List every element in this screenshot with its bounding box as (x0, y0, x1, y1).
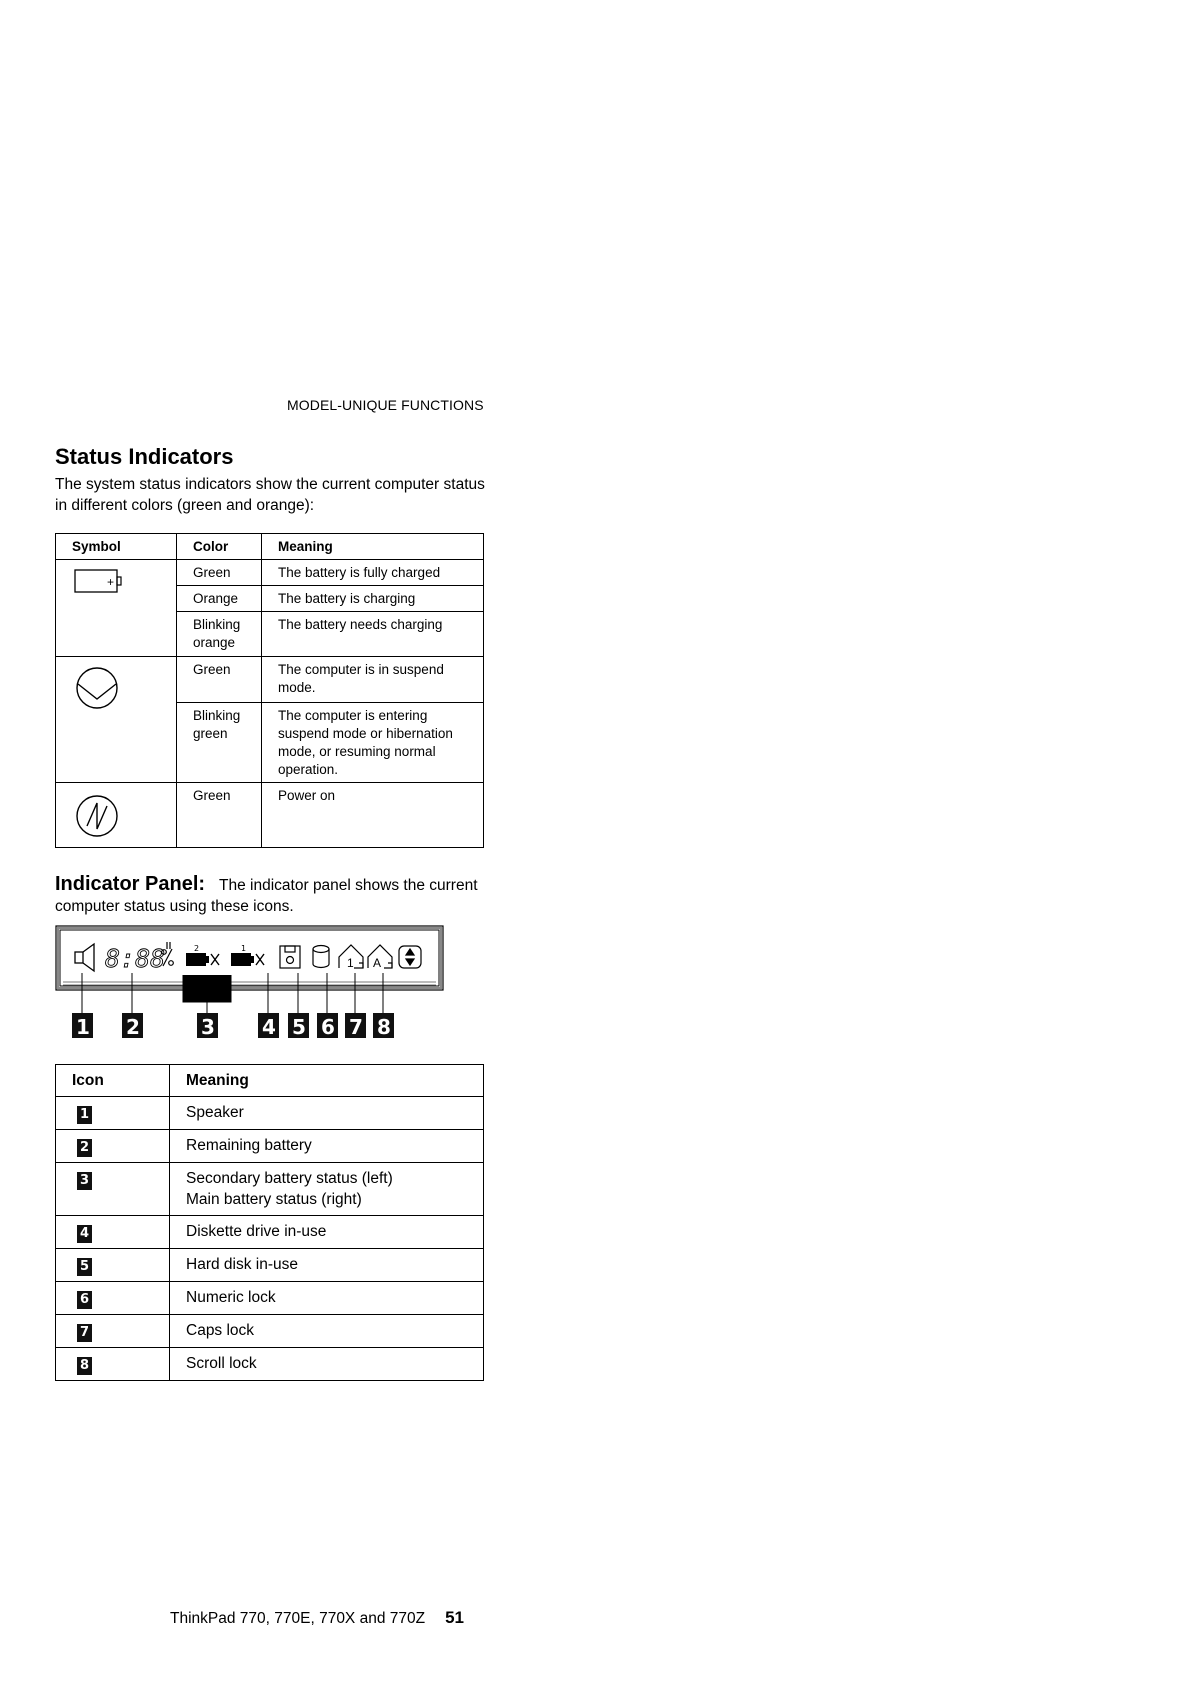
status-indicators-heading: Status Indicators (55, 444, 234, 469)
callout-8: 8 (377, 1015, 391, 1039)
callout-5: 5 (292, 1015, 306, 1039)
icon-cell (56, 1249, 170, 1282)
number-badge: 5 (77, 1258, 92, 1276)
meaning-cell: Hard disk in-use (170, 1249, 484, 1282)
table-row (56, 1163, 484, 1216)
page-footer (170, 1608, 464, 1628)
meaning-cell: Caps lock (170, 1315, 484, 1348)
callout-1: 1 (76, 1015, 90, 1039)
secondary-battery-label: 2 (194, 944, 200, 953)
callout-4: 4 (262, 1015, 276, 1039)
numeric-lock-label: 1 (347, 956, 354, 970)
indicator-panel-heading: Indicator Panel: (55, 873, 206, 895)
meaning-cell (170, 1163, 484, 1216)
color-cell: Blinking green (177, 703, 262, 783)
table-row (56, 560, 484, 586)
symbol-cell (56, 560, 177, 657)
meaning-cell: Remaining battery (170, 1130, 484, 1163)
main-battery-label: 1 (241, 944, 247, 953)
col-meaning: Meaning (170, 1065, 484, 1097)
meaning-cell: The computer is entering suspend mode or hibernation mode, or resuming normal operation. (262, 703, 484, 783)
icon-cell (56, 1282, 170, 1315)
col-icon: Icon (56, 1065, 170, 1097)
meaning-cell: Power on (262, 783, 484, 848)
battery-icon (56, 560, 177, 600)
table-row (56, 1315, 484, 1348)
color-cell: Green (177, 657, 262, 703)
meaning-cell: Diskette drive in-use (170, 1216, 484, 1249)
callout-badges (72, 1013, 394, 1039)
col-symbol: Symbol (56, 534, 177, 560)
icon-cell (56, 1315, 170, 1348)
table-row (56, 1282, 484, 1315)
running-header: MODEL-UNIQUE FUNCTIONS (287, 397, 484, 413)
number-badge: 6 (77, 1291, 92, 1309)
table-row (56, 657, 484, 703)
number-badge: 8 (77, 1357, 92, 1375)
indicator-panel-intro: The indicator panel shows the current computer status using these icons. (55, 877, 478, 915)
callout-7: 7 (349, 1015, 363, 1039)
table-row (56, 1130, 484, 1163)
status-table-header (56, 534, 484, 560)
status-indicators-table (55, 533, 484, 848)
callout-2: 2 (126, 1015, 140, 1039)
callout-6: 6 (321, 1015, 335, 1039)
battery-plus-sign: + (107, 575, 115, 589)
meaning-cell: The battery is fully charged (262, 560, 484, 586)
status-intro: The system status indicators show the current computer status in different colors (green and orange): (55, 476, 485, 514)
symbol-cell (56, 657, 177, 783)
power-icon (56, 783, 177, 848)
color-cell: Blinking orange (177, 612, 262, 657)
meaning-cell: Speaker (170, 1097, 484, 1130)
color-cell: Green (177, 560, 262, 586)
col-meaning: Meaning (262, 534, 484, 560)
symbol-cell (56, 783, 177, 848)
number-badge: 7 (77, 1324, 92, 1342)
meaning-line: Main battery status (right) (186, 1191, 362, 1208)
footer-title: ThinkPad 770, 770E, 770X and 770Z (170, 1610, 426, 1627)
number-badge: 2 (77, 1139, 92, 1157)
page-number: 51 (445, 1608, 464, 1627)
number-badge: 3 (77, 1172, 92, 1190)
indicator-icons-table (55, 1064, 484, 1381)
table-row (56, 1348, 484, 1381)
icon-cell (56, 1097, 170, 1130)
callout-3: 3 (201, 1015, 215, 1039)
table-row (56, 783, 484, 848)
lcd-digits: 8:88 (105, 944, 166, 973)
meaning-cell: The battery is charging (262, 586, 484, 612)
color-cell: Green (177, 783, 262, 848)
indicator-panel-diagram (55, 925, 445, 1045)
color-cell: Orange (177, 586, 262, 612)
icon-cell (56, 1216, 170, 1249)
table-row (56, 1097, 484, 1130)
icon-cell (56, 1163, 170, 1216)
icon-table-header (56, 1065, 484, 1097)
table-row (56, 1216, 484, 1249)
indicator-panel-paragraph (55, 874, 485, 917)
icon-cell (56, 1348, 170, 1381)
meaning-cell: Scroll lock (170, 1348, 484, 1381)
col-color: Color (177, 534, 262, 560)
suspend-icon (56, 657, 177, 727)
number-badge: 4 (77, 1225, 92, 1243)
caps-lock-label: A (373, 956, 382, 970)
meaning-cell: The battery needs charging (262, 612, 484, 657)
table-row (56, 1249, 484, 1282)
number-badge: 1 (77, 1106, 92, 1124)
meaning-cell: The computer is in suspend mode. (262, 657, 484, 703)
meaning-line: Secondary battery status (left) (186, 1170, 393, 1187)
icon-cell (56, 1130, 170, 1163)
meaning-cell: Numeric lock (170, 1282, 484, 1315)
